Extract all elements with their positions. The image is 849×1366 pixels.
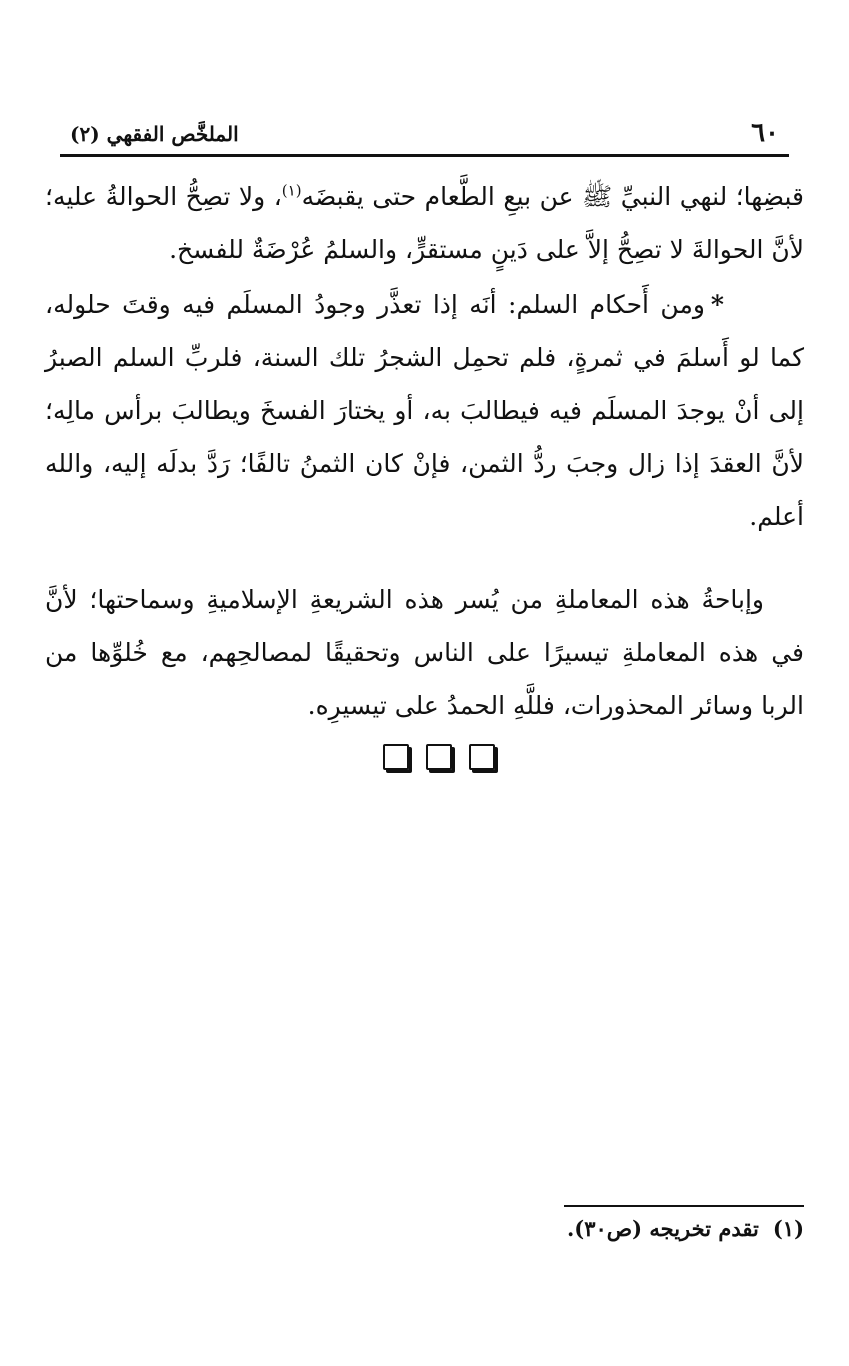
- paragraph-2: [45, 278, 804, 543]
- paragraph-2-text: ومن أَحكام السلم: أنَه إذا تعذَّر وجودُ المسلَم فيه وقتَ حلوله، كما لو أَسلمَ في ثمرةٍ، فلم تحمِل الشجرُ تلك السنة، فلربِّ السلم الصبرُ إلى أنْ يوجدَ المسلَم فيه فيطالبَ به، أو يختارَ الفسخَ ويطالبَ برأس مالِه؛ لأنَّ العقدَ إذا زال وجبَ ردُّ الثمن، فإنْ كان الثمنُ تالفًا؛ رَدَّ بدلَه إليه، والله أعلم.: [45, 290, 804, 531]
- divider-box-icon: [469, 744, 495, 770]
- paragraph-1-text-end: ، ولا تصِحُّ الحوالةُ عليه؛ لأنَّ الحوالةَ لا تصِحُّ إلاَّ على دَينٍ مستقرٍّ، والسلمُ عُرْضَةٌ للفسخ.: [45, 182, 804, 264]
- footnote-reference[interactable]: (١): [281, 181, 302, 200]
- divider-box-icon: [383, 744, 409, 770]
- paragraph-1: [45, 170, 804, 276]
- running-title: الملخَّص الفقهي (٢): [70, 122, 239, 146]
- divider-box-icon: [426, 744, 452, 770]
- section-divider: [383, 744, 495, 774]
- footnote-text: تقدم تخريجه (ص٣٠).: [566, 1216, 759, 1241]
- paragraph-3: [45, 573, 804, 732]
- footnote: [567, 1216, 804, 1241]
- page-number: ٦٠: [751, 118, 779, 148]
- footnote-separator-line: [564, 1205, 804, 1207]
- paragraph-3-text: وإباحةُ هذه المعاملةِ من يُسر هذه الشريعةِ الإسلاميةِ وسماحتها؛ لأنَّ في هذه المعاملةِ تيسيرًا على الناس وتحقيقًا لمصالحِهم، مع خُلوِّها من الربا وسائر المحذورات، فللَّهِ الحمدُ على تيسيرِه.: [45, 585, 804, 720]
- paragraph-1-text-start: قبضِها؛ لنهي النبيِّ ﷺ عن بيعِ الطَّعام حتى يقبضَه: [301, 182, 804, 211]
- star-marker-icon: *: [710, 290, 724, 319]
- footnote-number: (١): [772, 1216, 804, 1241]
- main-text: [45, 170, 804, 732]
- page-header: [60, 118, 789, 157]
